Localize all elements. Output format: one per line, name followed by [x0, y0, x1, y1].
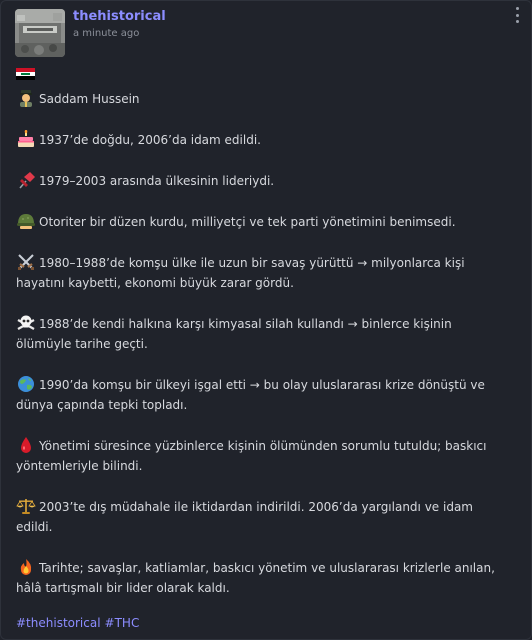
globe-icon	[16, 375, 36, 393]
list-item	[16, 130, 506, 150]
item-text: 1980–1988’de komşu ülke ile uzun bir savaş yürüttü → milyonlarca kişi hayatını kaybetti, ekonomi büyük zarar gördü.	[16, 256, 465, 290]
item-text: 2003’te dış müdahale ile iktidardan indirildi. 2006’da yargılandı ve idam edildi.	[16, 500, 473, 534]
military-helmet-icon	[16, 212, 36, 230]
scales-icon	[16, 497, 36, 515]
item-text: Yönetimi süresince yüzbinlerce kişinin ölümünden sorumlu tutuldu; baskıcı yöntemleriyle bilindi.	[16, 439, 487, 473]
list-item	[16, 497, 506, 537]
vintage-photo-avatar-icon	[15, 9, 65, 57]
blood-drop-icon	[16, 436, 36, 454]
post-body	[16, 89, 506, 598]
item-text: Saddam Hussein	[39, 92, 140, 106]
avatar[interactable]	[15, 9, 65, 57]
fire-icon	[16, 558, 36, 576]
skull-crossbones-icon	[16, 314, 36, 332]
hashtag-row	[16, 616, 143, 630]
hashtag-link[interactable]: #THC	[104, 616, 140, 630]
item-text: 1988’de kendi halkına karşı kimyasal silah kullandı → binlerce kişinin ölümüyle tarihe geçti.	[16, 317, 452, 351]
list-item	[16, 314, 506, 354]
item-text: Otoriter bir düzen kurdu, milliyetçi ve tek parti yönetimini benimsedi.	[39, 215, 456, 229]
list-item	[16, 558, 506, 598]
item-text: Tarihte; savaşlar, katliamlar, baskıcı yönetim ve uluslararası krizlerle anılan, hâlâ tartışmalı bir lider olarak kaldı.	[16, 561, 495, 595]
item-text: 1979–2003 arasında ülkesinin lideriydi.	[39, 174, 275, 188]
menu-dot	[516, 14, 519, 17]
hashtag-link[interactable]: #thehistorical	[16, 616, 101, 630]
list-item	[16, 436, 506, 476]
list-item	[16, 253, 506, 293]
list-item	[16, 89, 506, 109]
menu-dot	[516, 7, 519, 10]
post-timestamp: a minute ago	[73, 28, 140, 39]
list-item	[16, 171, 506, 191]
more-options-button[interactable]	[513, 7, 521, 23]
officer-icon	[16, 89, 36, 107]
iraq-flag-icon	[16, 68, 35, 80]
username-link[interactable]: thehistorical	[73, 9, 166, 24]
menu-dot	[516, 20, 519, 23]
pushpin-icon	[16, 171, 36, 189]
birthday-cake-icon	[16, 130, 36, 148]
item-text: 1937’de doğdu, 2006’da idam edildi.	[39, 133, 261, 147]
list-item	[16, 375, 506, 415]
item-text: 1990’da komşu bir ülkeyi işgal etti → bu olay uluslararası krize dönüştü ve dünya çapında tepki topladı.	[16, 378, 485, 412]
crossed-swords-icon	[16, 253, 36, 271]
list-item	[16, 212, 506, 232]
